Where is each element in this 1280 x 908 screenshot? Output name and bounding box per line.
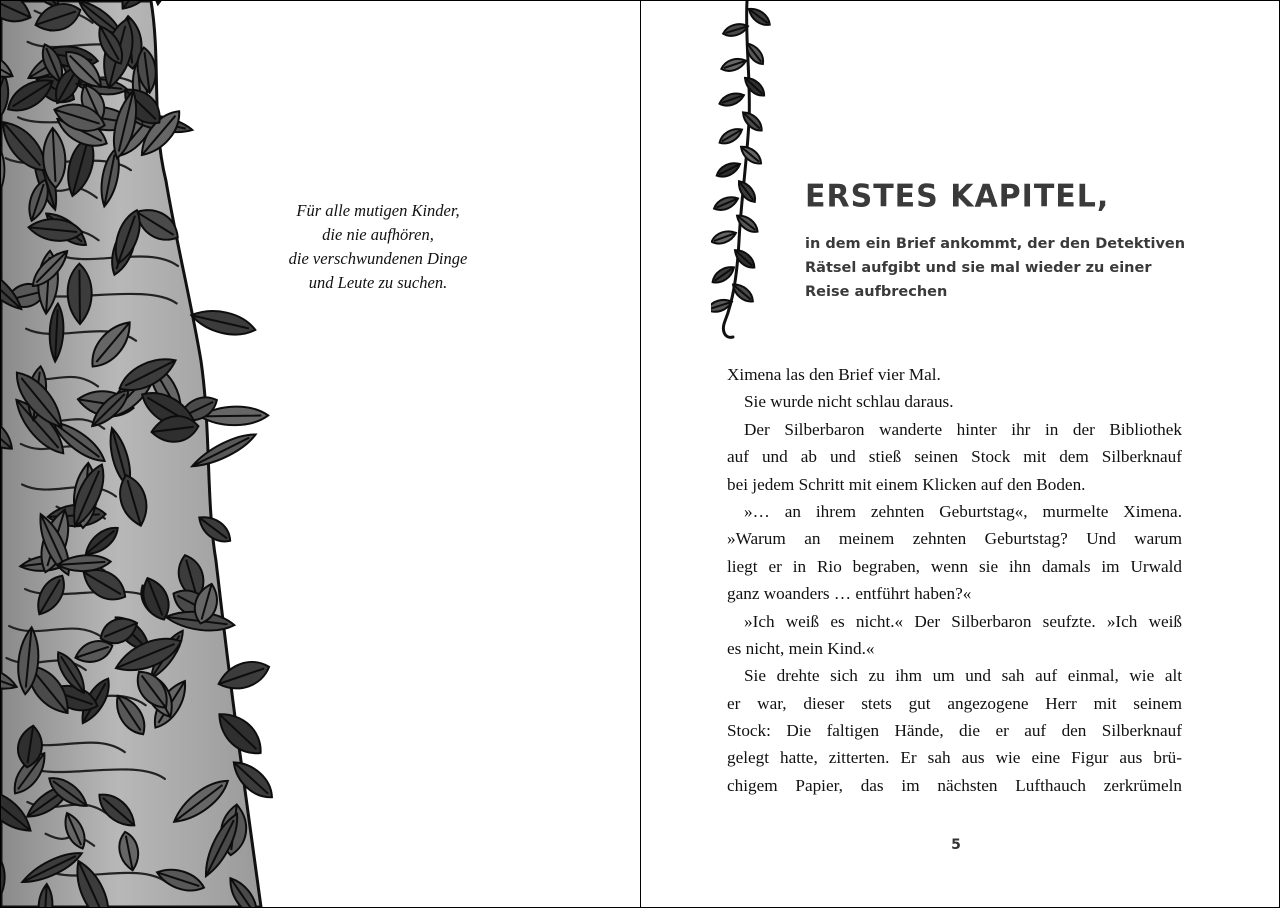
body-line: Sie wurde nicht schlau daraus.: [744, 392, 954, 412]
chapter-title: ERSTES KAPITEL,: [805, 178, 1110, 215]
leaf: [189, 305, 258, 340]
right-page: [641, 1, 1279, 907]
chapter-subtitle-line: Rätsel aufgibt und sie mal wieder zu einer: [805, 260, 1152, 276]
vine-leaf: [735, 178, 759, 205]
vine-leaf: [720, 56, 748, 74]
dedication-line: und Leute zu suchen.: [308, 273, 448, 292]
vine-leaf: [711, 263, 737, 286]
body-line: er war, dieser stets gut angezogene Herr mit seinem: [727, 693, 1182, 713]
vine-leaf: [711, 228, 738, 247]
vine-leaf: [714, 159, 742, 180]
body-line: bei jedem Schritt mit einem Klicken auf den Boden.: [727, 474, 1086, 494]
vine-leaf: [746, 5, 773, 29]
body-line: Stock: Die faltigen Hände, die er auf den Silberknauf: [727, 721, 1182, 741]
dedication-line: Für alle mutigen Kinder,: [296, 201, 460, 220]
chapter-subtitle-line: Reise aufbrechen: [805, 284, 948, 300]
dedication: [263, 199, 493, 295]
dedication-line: die verschwundenen Dinge: [288, 249, 468, 268]
vine-leaf: [734, 212, 761, 236]
vine-leaf: [712, 194, 740, 214]
vine-leaf: [741, 74, 767, 99]
body-line: ganz woanders … entführt haben?«: [727, 584, 972, 604]
left-page: [1, 1, 640, 907]
body-line: Ximena las den Brief vier Mal.: [727, 365, 941, 384]
tree-trunk-with-leaves-illustration: [1, 1, 281, 907]
vine-leaf: [738, 143, 765, 168]
chapter-body-text: [727, 361, 1182, 799]
body-line: »… an ihrem zehnten Geburtstag«, murmelte Ximena.: [744, 501, 1182, 521]
dedication-line: die nie aufhören,: [322, 225, 434, 244]
body-line: Der Silberbaron wanderte hinter ihr in der Bibliothek: [744, 419, 1182, 439]
vine-leaf: [739, 109, 765, 135]
leaf: [150, 1, 174, 5]
chapter-subtitle-line: in dem ein Brief ankommt, der den Detektiven: [805, 236, 1186, 252]
body-line: »Warum an meinem zehnten Geburtstag? Und warum: [727, 529, 1182, 549]
page-number: 5: [951, 837, 961, 853]
chapter-subtitle: [805, 232, 1186, 304]
vine-leaf: [717, 125, 745, 147]
body-line: auf und ab und stieß seinen Stock mit dem Silberknauf: [727, 447, 1182, 467]
body-line: chigem Papier, das im nächsten Lufthauch zerkrümeln: [727, 775, 1182, 795]
body-line: »Ich weiß es nicht.« Der Silberbaron seufzte. »Ich weiß: [744, 611, 1182, 631]
body-line: gelegt hatte, zitterten. Er sah aus wie eine Figur aus brü-: [727, 748, 1182, 768]
vine-leaf: [718, 90, 746, 108]
body-line: es nicht, mein Kind.«: [727, 638, 875, 658]
body-line: liegt er in Rio begraben, wenn sie ihn damals im Urwald: [727, 556, 1182, 576]
body-line: Sie drehte sich zu ihm um und sah auf einmal, wie alt: [744, 666, 1182, 686]
